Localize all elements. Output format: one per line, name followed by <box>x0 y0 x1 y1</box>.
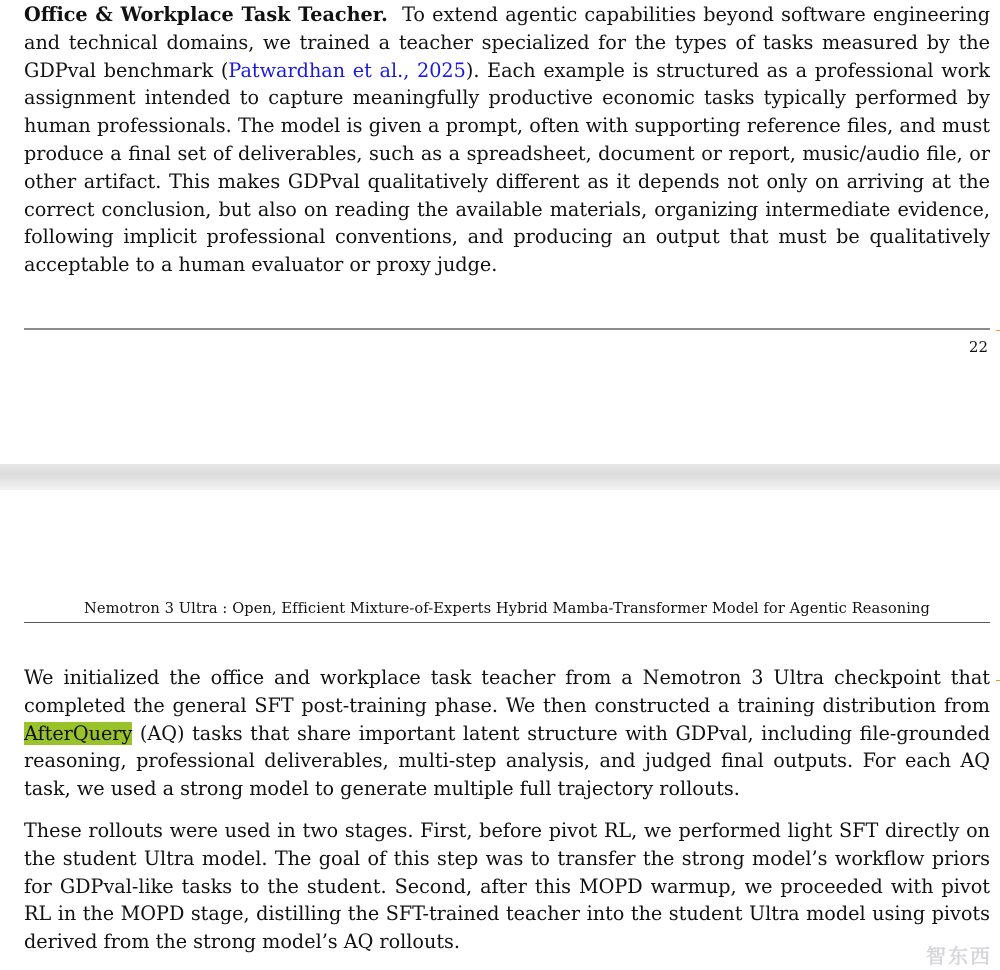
margin-marker <box>996 680 1000 681</box>
paragraph-text: (AQ) tasks that share important latent structure with GDPval, including file-grounded reasoning, professional deliverables, multi-step analysis, and judged final outputs. For each AQ task, we used a strong model to generate multiple full trajectory rollouts. <box>24 721 990 801</box>
running-header: Nemotron 3 Ultra : Open, Efficient Mixture-of-Experts Hybrid Mamba-Transformer Model for Agentic Reasoning <box>83 600 931 617</box>
footer-rule <box>24 328 990 330</box>
paragraph-heading: Office & Workplace Task Teacher. <box>24 3 388 26</box>
paragraph-initialization <box>24 664 990 803</box>
citation-link[interactable]: Patwardhan et al., 2025 <box>228 58 466 82</box>
paragraph-rollouts: These rollouts were used in two stages. First, before pivot RL, we performed light SFT directly on the student Ultra model. The goal of this step was to transfer the strong model’s workflow priors for GDPval-like tasks to the student. Second, after this MOPD warmup, we proceeded with pivot RL in the MOPD stage, distilling the SFT-trained teacher into the student Ultra model using pivots derived from the strong model’s AQ rollouts. <box>24 819 990 954</box>
header-rule <box>24 622 990 623</box>
margin-marker <box>996 330 1000 331</box>
paragraph-office-teacher <box>24 1 990 279</box>
page-gap <box>0 464 1000 490</box>
paragraph-text: We initialized the office and workplace task teacher from a Nemotron 3 Ultra checkpoint that completed the general SFT post-training phase. We then constructed a training distribution from <box>24 666 990 717</box>
watermark-logo: 智东西 <box>926 944 992 968</box>
paragraph-text: To extend agentic capabilities beyond software engineering and technical domains, we trained a teacher specialized for the types of tasks measured by the GDPval benchmark ( <box>24 3 991 82</box>
page-number: 22 <box>968 338 988 356</box>
highlighted-term[interactable]: AfterQuery <box>24 721 133 745</box>
paragraph-text: ). Each example is structured as a professional work assignment intended to capture meaningfully productive economic tasks typically performed by human professionals. The model is given a prompt, often with supporting reference files, and must produce a final set of deliverables, such as a spreadsheet, document or report, music/audio file, or other artifact. This makes GDPval qualitatively different as it depends not only on arriving at the correct conclusion, but also on reading the available materials, organizing intermediate evidence, following implicit professional conventions, and producing an output that must be qualitatively acceptable to a human evaluator or proxy judge. <box>24 58 990 277</box>
